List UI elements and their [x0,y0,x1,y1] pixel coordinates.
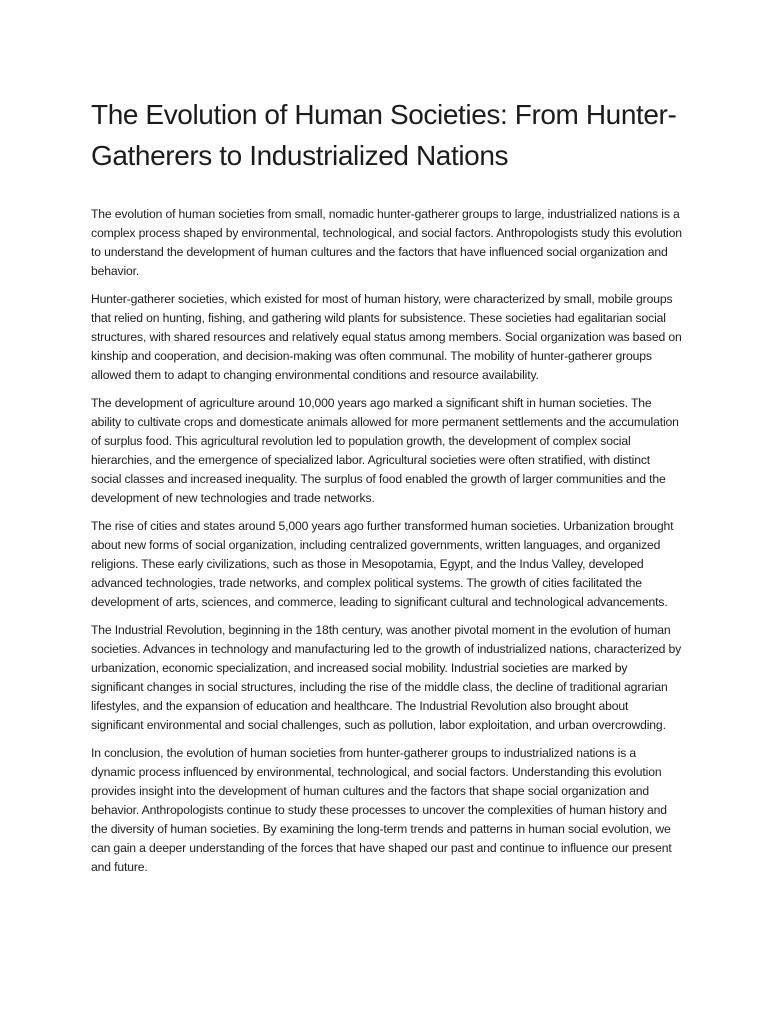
paragraph-industrial-revolution: The Industrial Revolution, beginning in the 18th century, was another pivotal moment in the evolution of human societies. Advances in technology and manufacturing led to the growth of industrialized nations, characterized by urbanization, economic specialization, and increased social mobility. Industrial societies are marked by significant changes in social structures, including the rise of the middle class, the decline of traditional agrarian lifestyles, and the expansion of education and healthcare. The Industrial Revolution also brought about significant environmental and social challenges, such as pollution, labor exploitation, and urban overcrowding. [91,623,682,732]
document-title: The Evolution of Human Societies: From Hunter-Gatherers to Industrialized Nations [91,99,677,171]
paragraph-cities-and-states: The rise of cities and states around 5,000 years ago further transformed human societies. Urbanization brought about new forms of social organization, including centralized governments, written languages, and organized religions. These early civilizations, such as those in Mesopotamia, Egypt, and the Indus Valley, developed advanced technologies, trade networks, and complex political systems. The growth of cities facilitated the development of arts, sciences, and commerce, leading to significant cultural and technological advancements. [91,519,674,609]
paragraph-hunter-gatherers: Hunter-gatherer societies, which existed for most of human history, were characterized by small, mobile groups that relied on hunting, fishing, and gathering wild plants for subsistence. These societies had egalitarian social structures, with shared resources and relatively equal status among members. Social organization was based on kinship and cooperation, and decision-making was often communal. The mobility of hunter-gatherer groups allowed them to adapt to changing environmental conditions and resource availability. [91,292,682,382]
paragraph-introduction: The evolution of human societies from small, nomadic hunter-gatherer groups to large, industrialized nations is a complex process shaped by environmental, technological, and social factors. Anthropologists study this evolution to understand the development of human cultures and the factors that have influenced social organization and behavior. [91,207,682,278]
paragraph-agriculture: The development of agriculture around 10,000 years ago marked a significant shift in human societies. The ability to cultivate crops and domesticate animals allowed for more permanent settlements and the accumulation of surplus food. This agricultural revolution led to population growth, the development of complex social hierarchies, and the emergence of specialized labor. Agricultural societies were often stratified, with distinct social classes and increased inequality. The surplus of food enabled the growth of larger communities and the development of new technologies and trade networks. [91,396,679,505]
paragraph-conclusion: In conclusion, the evolution of human societies from hunter-gatherer groups to industrialized nations is a dynamic process influenced by environmental, technological, and social factors. Understanding this evolution provides insight into the development of human cultures and the factors that shape social organization and behavior. Anthropologists continue to study these processes to uncover the complexities of human history and the diversity of human societies. By examining the long-term trends and patterns in human social evolution, we can gain a deeper understanding of the forces that have shaped our past and continue to influence our present and future. [91,746,672,874]
document-body [91,205,682,886]
